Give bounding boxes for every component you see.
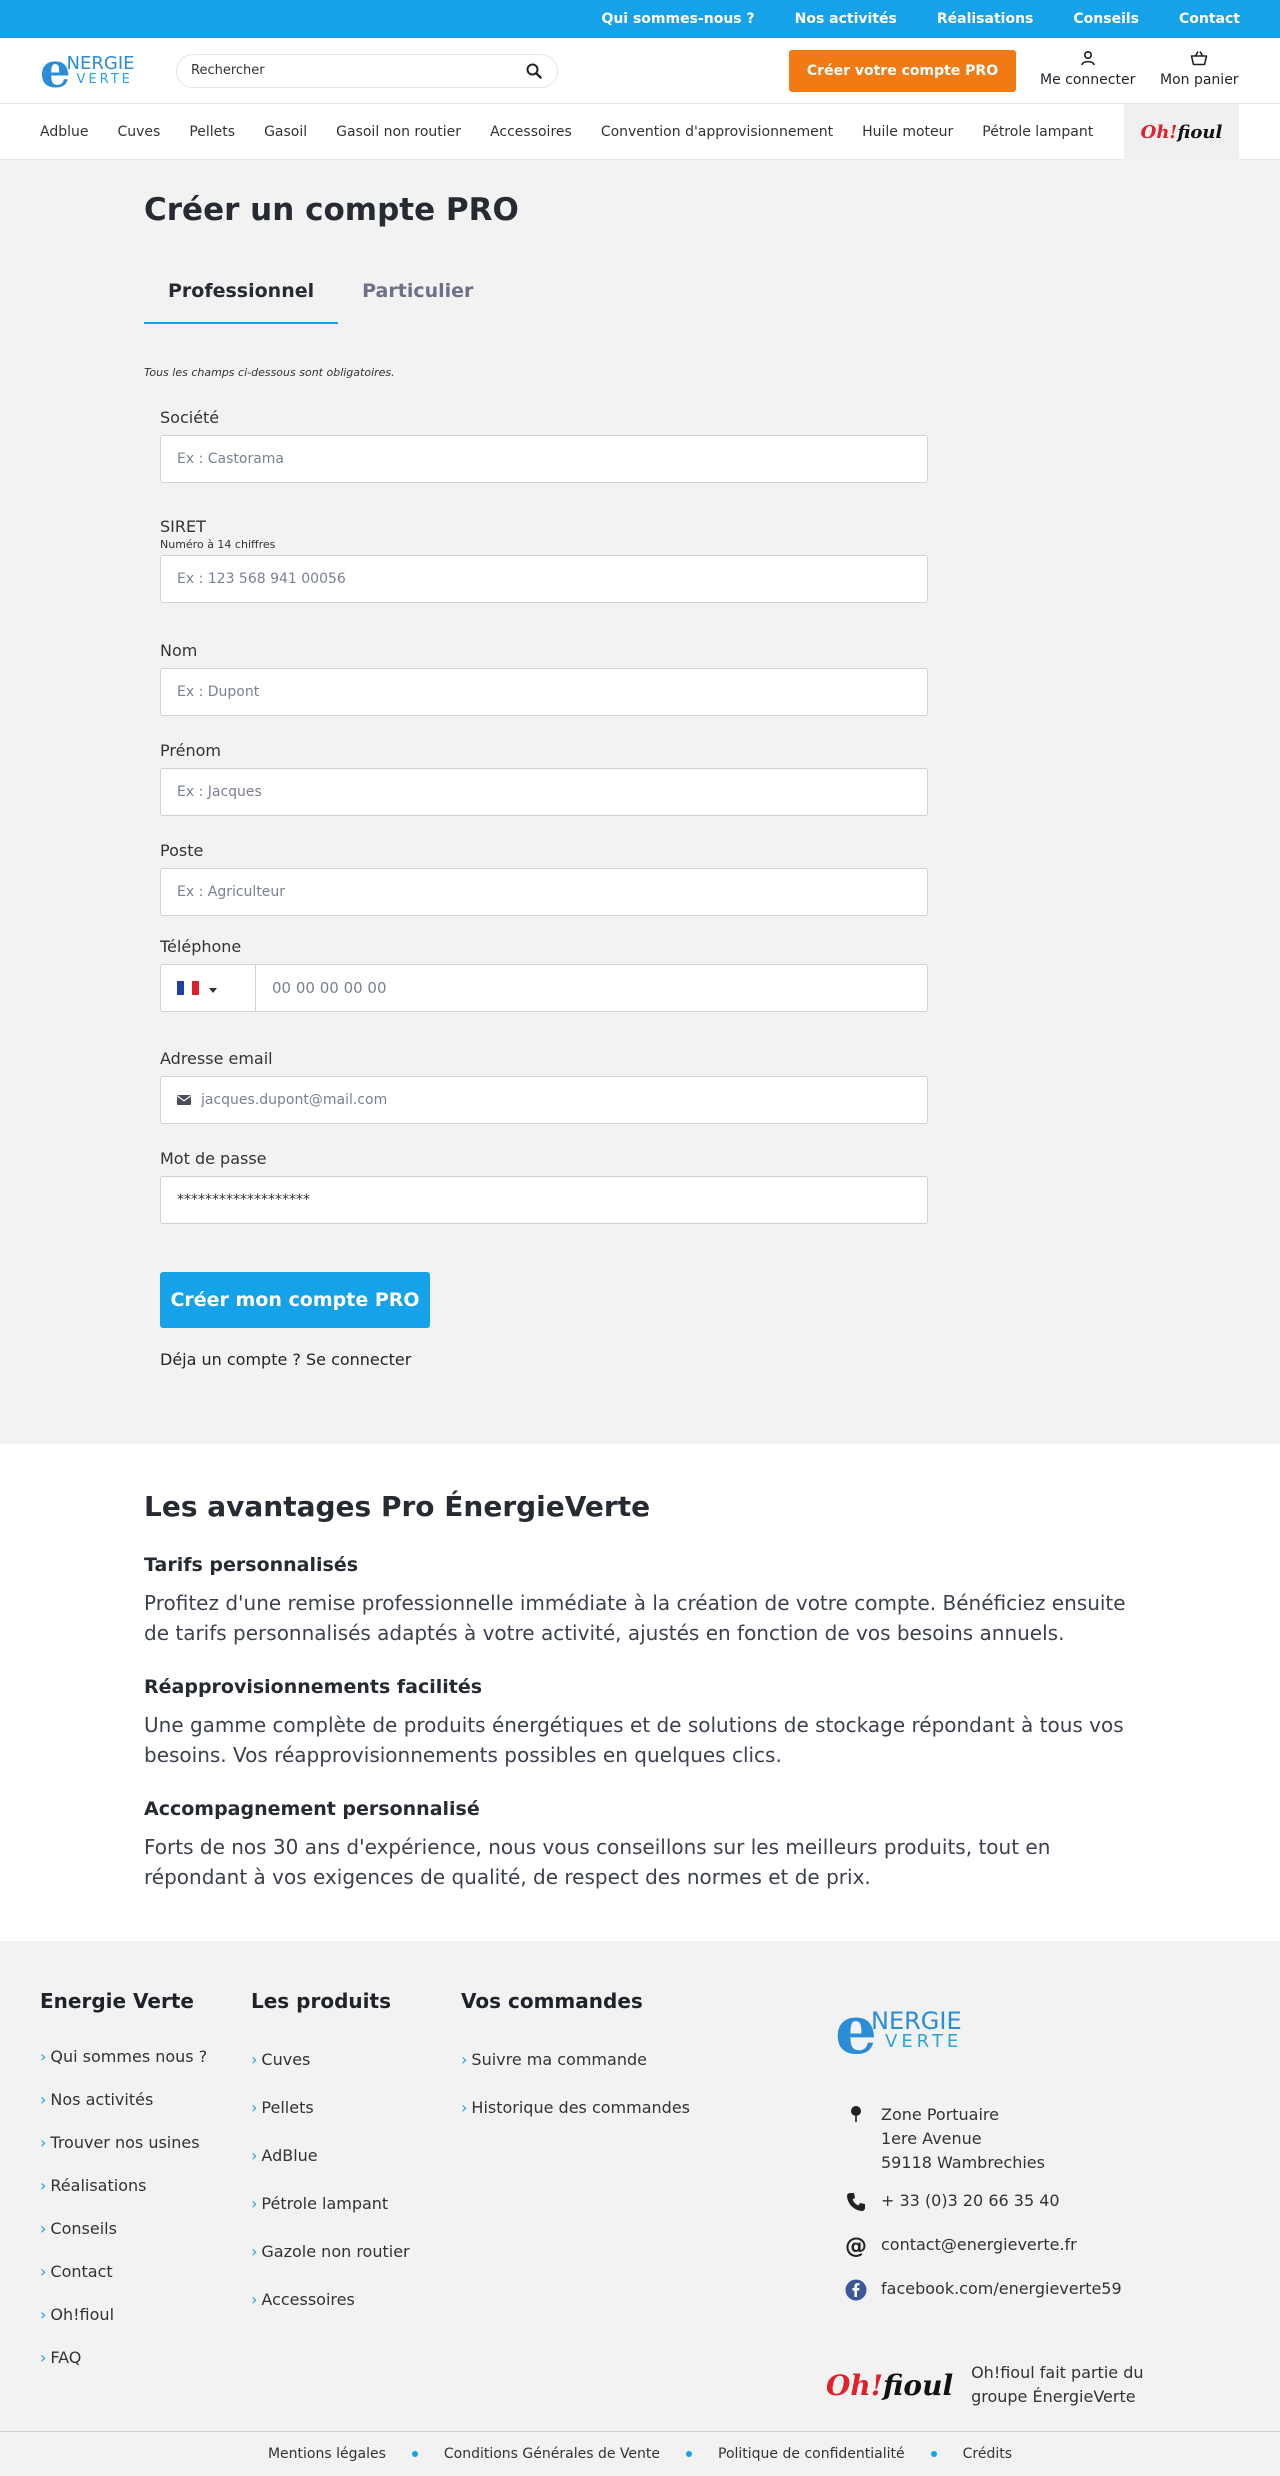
field-siret [160, 517, 928, 603]
password-input[interactable] [177, 1192, 911, 1208]
field-nom [160, 641, 928, 716]
advantage-title: Tarifs personnalisés [144, 1554, 359, 1576]
field-telephone [160, 937, 928, 1012]
siret-label: SIRET [160, 517, 206, 536]
login-link[interactable] [1040, 50, 1135, 88]
search-bar [176, 54, 558, 88]
legal-link-cgv[interactable]: Conditions Générales de Vente [443, 2446, 660, 2462]
footer-link[interactable]: › Pétrole lampant [251, 2193, 389, 2213]
create-account-submit-button[interactable]: Créer mon compte PRO [160, 1272, 430, 1328]
footer-col-produits [251, 1989, 410, 2323]
caret-down-icon [209, 979, 217, 998]
societe-input[interactable] [177, 451, 911, 467]
chevron-right-icon: › [251, 2145, 258, 2165]
footer-legal-links [0, 2431, 1280, 2476]
footer-link[interactable]: › Cuves [251, 2049, 311, 2069]
footer-link[interactable]: › AdBlue [251, 2145, 318, 2165]
nav-item-gasoil[interactable]: Gasoil [264, 123, 308, 140]
topbar-link-realisations[interactable]: Réalisations [936, 11, 1034, 27]
ohfioul-group-text: Oh!fioul fait partie du groupe ÉnergieVerte [971, 2363, 1144, 2406]
advantage-text: Profitez d'une remise professionnelle immédiate à la création de votre compte. Bénéficiez ensuite de tarifs personnalisés adaptés à votre activité, ajustés en fonction de vos besoins annuels. [144, 1591, 1126, 1645]
footer-link[interactable]: › Suivre ma commande [461, 2049, 647, 2069]
chevron-right-icon: › [40, 2219, 47, 2238]
footer-col-title: Energie Verte [40, 1989, 194, 2013]
prenom-input[interactable] [177, 784, 911, 800]
already-account-login-link[interactable]: Déja un compte ? Se connecter [160, 1350, 412, 1369]
footer-link[interactable]: › Oh!fioul [40, 2305, 115, 2324]
nom-input[interactable] [177, 684, 911, 700]
advantage-text: Forts de nos 30 ans d'expérience, nous vous conseillons sur les meilleurs produits, tout en répondant à vos exigences de qualité, de respect des normes et de prix. [144, 1835, 1051, 1889]
nav-item-pellets[interactable]: Pellets [189, 123, 236, 140]
chevron-right-icon: › [251, 2241, 258, 2261]
account-type-tabs [144, 280, 497, 324]
ohfioul-logo[interactable]: Oh!fioul [826, 2368, 954, 2402]
footer-col-title: Les produits [251, 1989, 391, 2013]
login-label: Me connecter [1040, 72, 1136, 88]
nav-item-adblue[interactable]: Adblue [40, 123, 89, 140]
footer-link[interactable]: › Historique des commandes [461, 2097, 690, 2117]
chevron-right-icon: › [40, 2047, 47, 2066]
chevron-right-icon: › [461, 2097, 468, 2117]
footer-phone[interactable]: + 33 (0)3 20 66 35 40 [845, 2191, 1060, 2213]
footer-link[interactable]: › Pellets [251, 2097, 314, 2117]
email-label: Adresse email [160, 1049, 273, 1068]
field-email [160, 1049, 928, 1124]
footer-link[interactable]: › Réalisations [40, 2176, 147, 2195]
site-header [0, 38, 1280, 104]
map-pin-icon [845, 2103, 867, 2125]
at-sign-icon: @ [845, 2233, 867, 2259]
footer-col-energie-verte [40, 1989, 207, 2379]
tab-particulier[interactable]: Particulier [362, 280, 474, 302]
telephone-input[interactable] [272, 979, 911, 997]
siret-input[interactable] [177, 571, 911, 587]
ohfioul-group-box [826, 2361, 1144, 2409]
footer-link[interactable]: › Contact [40, 2262, 113, 2281]
topbar-link-conseils[interactable]: Conseils [1073, 11, 1139, 27]
footer-link[interactable]: › Conseils [40, 2219, 117, 2238]
chevron-right-icon: › [251, 2193, 258, 2213]
legal-link-credits[interactable]: Crédits [962, 2446, 1013, 2462]
chevron-right-icon: › [40, 2090, 47, 2109]
phone-icon [845, 2191, 867, 2213]
field-poste [160, 841, 928, 916]
user-icon [1080, 50, 1096, 70]
footer-email[interactable]: @ contact@energieverte.fr [845, 2233, 1077, 2259]
legal-link-mentions[interactable]: Mentions légales [267, 2446, 386, 2462]
nav-item-accessoires[interactable]: Accessoires [490, 123, 572, 140]
field-societe [160, 408, 928, 483]
footer-link[interactable]: › Gazole non routier [251, 2241, 410, 2261]
pro-advantages-section [0, 1444, 1280, 1941]
footer-address: Zone Portuaire 1ere Avenue 59118 Wambrechies [845, 2103, 1045, 2175]
separator-dot [686, 2451, 692, 2457]
logo-line2: VERTE [76, 72, 133, 87]
cart-link[interactable] [1160, 50, 1239, 88]
footer-col-title: Vos commandes [461, 1989, 643, 2013]
chevron-right-icon: › [40, 2262, 47, 2281]
prenom-label: Prénom [160, 741, 221, 760]
footer-logo [835, 1991, 963, 2069]
chevron-right-icon: › [251, 2289, 258, 2309]
france-flag-icon [177, 981, 199, 995]
nom-label: Nom [160, 641, 198, 660]
top-bar [0, 0, 1280, 38]
footer-facebook[interactable]: facebook.com/energieverte59 [845, 2279, 1122, 2301]
cart-label: Mon panier [1160, 72, 1239, 88]
chevron-right-icon: › [461, 2049, 468, 2069]
required-note: Tous les champs ci-dessous sont obligatoires. [144, 366, 395, 379]
nav-ohfioul-tab[interactable] [1124, 104, 1239, 160]
chevron-right-icon: › [40, 2305, 47, 2324]
footer-link[interactable]: › Trouver nos usines [40, 2133, 200, 2152]
footer-link[interactable]: › Nos activités [40, 2090, 154, 2109]
country-select[interactable] [160, 964, 256, 1012]
logo-line1: NERGIE [871, 2007, 962, 2035]
chevron-right-icon: › [251, 2097, 258, 2117]
main-nav [0, 104, 1280, 160]
create-pro-account-button[interactable]: Créer votre compte PRO [789, 50, 1016, 92]
password-label: Mot de passe [160, 1149, 267, 1168]
advantage-text: Une gamme complète de produits énergétiques et de solutions de stockage répondant à tous vos besoins. Vos réapprovisionnements possibles en quelques clics. [144, 1713, 1124, 1767]
siret-hint: Numéro à 14 chiffres [160, 538, 276, 551]
separator-dot [931, 2451, 937, 2457]
logo-mark: e [40, 42, 71, 99]
topbar-link-nos-activites[interactable]: Nos activités [794, 11, 897, 27]
search-icon[interactable] [525, 62, 543, 80]
envelope-icon [177, 1091, 191, 1110]
poste-label: Poste [160, 841, 204, 860]
poste-input[interactable] [177, 884, 911, 900]
signup-section [0, 160, 1280, 1444]
nav-item-convention[interactable]: Convention d'approvisionnement [600, 123, 834, 140]
logo-mark: e [835, 1991, 877, 2069]
chevron-right-icon: › [251, 2049, 258, 2069]
nav-item-huile-moteur[interactable]: Huile moteur [862, 123, 954, 140]
site-footer [0, 1941, 1280, 2476]
topbar-link-contact[interactable]: Contact [1179, 11, 1240, 27]
footer-col-commandes [461, 1989, 690, 2131]
legal-link-confidentialite[interactable]: Politique de confidentialité [718, 2446, 905, 2462]
advantage-title: Accompagnement personnalisé [144, 1798, 480, 1820]
advantages-title: Les avantages Pro ÉnergieVerte [144, 1490, 651, 1523]
topbar-link-qui-sommes-nous[interactable]: Qui sommes-nous ? [601, 11, 755, 27]
footer-link[interactable]: › Accessoires [251, 2289, 355, 2309]
chevron-right-icon: › [40, 2176, 47, 2195]
separator-dot [412, 2451, 418, 2457]
field-prenom [160, 741, 928, 816]
field-password [160, 1149, 928, 1224]
chevron-right-icon: › [40, 2133, 47, 2152]
nav-item-cuves[interactable]: Cuves [117, 123, 161, 140]
societe-label: Société [160, 408, 220, 427]
footer-link[interactable]: › Qui sommes nous ? [40, 2047, 208, 2066]
search-input[interactable] [191, 63, 525, 78]
logo-line2: VERTE [885, 2031, 963, 2052]
basket-icon [1190, 50, 1208, 70]
advantage-title: Réapprovisionnements facilités [144, 1676, 483, 1698]
tab-professionnel[interactable]: Professionnel [144, 280, 338, 324]
logo-line1: NERGIE [66, 53, 135, 74]
nav-item-gasoil-non-routier[interactable]: Gasoil non routier [336, 123, 462, 140]
site-logo[interactable] [40, 42, 150, 99]
chevron-right-icon: › [40, 2348, 47, 2367]
email-input[interactable] [201, 1092, 911, 1108]
facebook-icon [845, 2279, 867, 2301]
footer-link[interactable]: › FAQ [40, 2348, 82, 2367]
telephone-label: Téléphone [160, 937, 242, 956]
page-title: Créer un compte PRO [144, 192, 519, 228]
nav-item-petrole-lampant[interactable]: Pétrole lampant [982, 123, 1094, 140]
ohfioul-logo: Oh!fioul [1140, 121, 1223, 143]
